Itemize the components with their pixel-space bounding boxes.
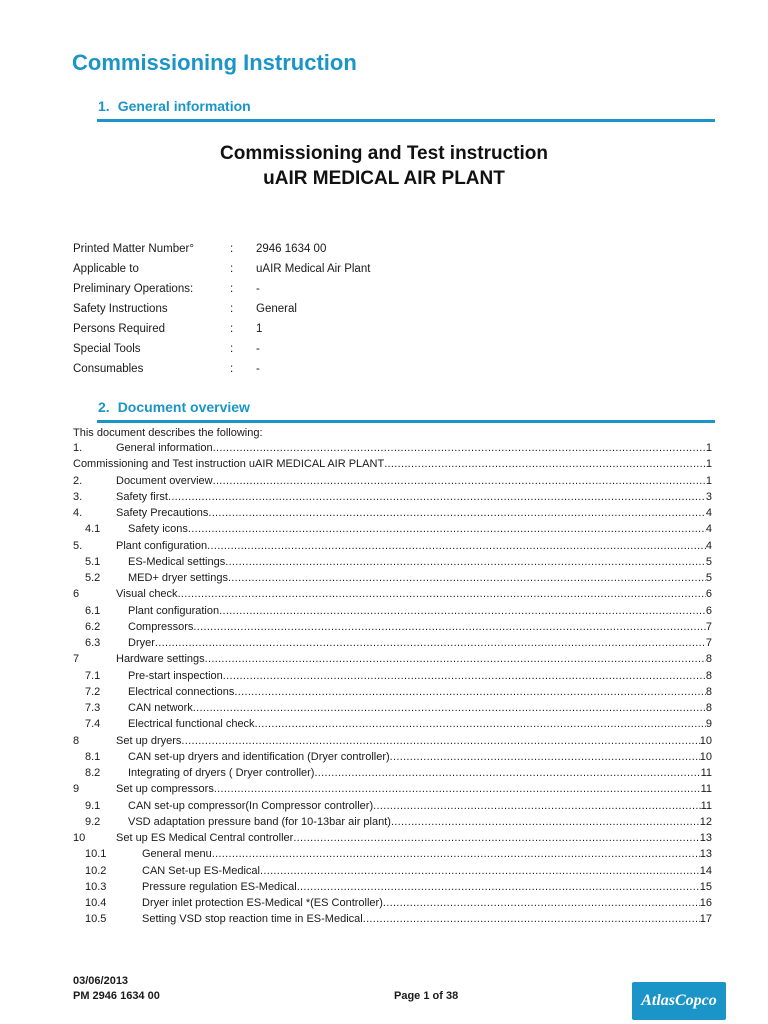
toc-number: 10.4 xyxy=(85,897,107,909)
toc-dot-leader xyxy=(188,521,706,537)
toc-page-number: 8 xyxy=(705,702,712,714)
toc-page-number: 5 xyxy=(705,555,712,568)
info-separator: : xyxy=(230,303,234,315)
toc-dot-leader xyxy=(213,473,706,489)
info-label: Applicable to xyxy=(73,263,139,275)
main-title-line-2: uAIR MEDICAL AIR PLANT xyxy=(263,168,505,189)
toc-dot-leader xyxy=(391,814,700,830)
toc-dot-leader xyxy=(363,911,700,927)
toc-page-number: 6 xyxy=(705,604,712,617)
overview-intro: This document describes the following: xyxy=(73,427,263,439)
info-separator: : xyxy=(230,263,234,275)
toc-entry[interactable] xyxy=(73,603,712,619)
toc-dot-leader xyxy=(213,440,706,456)
toc-number: 6.2 xyxy=(85,620,101,633)
toc-title: CAN set-up compressor(In Compressor controller) xyxy=(128,799,374,812)
toc-entry[interactable] xyxy=(73,473,712,489)
toc-title: Set up ES Medical Central controller xyxy=(116,832,294,844)
toc-number: 7.1 xyxy=(85,669,101,682)
toc-dot-leader xyxy=(293,830,699,846)
toc-number: 6.3 xyxy=(85,637,101,649)
info-value: General xyxy=(256,303,297,315)
toc-title: Integrating of dryers ( Dryer controller) xyxy=(128,767,315,779)
toc-title: ES-Medical settings xyxy=(128,555,226,568)
toc-entry[interactable] xyxy=(73,846,712,862)
toc-page-number: 13 xyxy=(699,832,712,844)
toc-page-number: 4 xyxy=(705,539,712,552)
toc-page-number: 8 xyxy=(705,653,712,666)
info-separator: : xyxy=(230,283,234,295)
info-label: Consumables xyxy=(73,363,144,375)
toc-entry[interactable] xyxy=(73,586,712,602)
section-heading-general-information xyxy=(98,98,251,114)
toc-dot-leader xyxy=(228,570,706,586)
toc-dot-leader xyxy=(205,651,706,667)
toc-page-number: 11 xyxy=(700,767,712,779)
toc-page-number: 10 xyxy=(699,750,712,763)
info-label: Printed Matter Number° xyxy=(73,243,194,255)
toc-number: 9 xyxy=(73,783,80,796)
section-number: 1. xyxy=(98,98,110,114)
toc-number: 9.2 xyxy=(85,815,101,828)
info-value: - xyxy=(256,363,260,375)
section-title: General information xyxy=(117,98,251,114)
toc-entry[interactable] xyxy=(73,570,712,586)
toc-dot-leader xyxy=(155,635,706,651)
toc-dot-leader xyxy=(178,586,706,602)
toc-entry[interactable] xyxy=(73,716,712,732)
toc-entry[interactable] xyxy=(73,538,712,554)
toc-title: General menu xyxy=(142,848,212,861)
toc-page-number: 7 xyxy=(705,637,712,649)
toc-entry[interactable] xyxy=(73,668,712,684)
toc-title: Set up dryers xyxy=(116,734,182,747)
toc-entry[interactable] xyxy=(73,505,712,521)
section-divider xyxy=(97,119,715,122)
toc-title: CAN Set-up ES-Medical xyxy=(142,864,260,877)
toc-title: VSD adaptation pressure band (for 10-13bar air plant) xyxy=(128,815,391,828)
toc-page-number: 4 xyxy=(705,507,712,519)
toc-number: 6.1 xyxy=(85,604,101,617)
toc-page-number: 3 xyxy=(705,490,712,503)
toc-dot-leader xyxy=(181,733,699,749)
main-title-line-1: Commissioning and Test instruction xyxy=(220,143,548,164)
toc-dot-leader xyxy=(225,554,706,570)
main-title xyxy=(0,141,768,191)
toc-title: Plant configuration xyxy=(116,539,208,552)
toc-title: Commissioning and Test instruction uAIR MEDICAL AIR PLANT xyxy=(73,458,385,471)
toc-number: 6 xyxy=(73,588,80,601)
toc-entry[interactable] xyxy=(73,911,712,927)
info-label: Persons Required xyxy=(73,323,166,335)
toc-title: Pressure regulation ES-Medical xyxy=(142,880,297,893)
toc-dot-leader xyxy=(212,846,700,862)
toc-number: 5. xyxy=(73,539,83,552)
footer-pm-number: PM 2946 1634 00 xyxy=(73,990,160,1002)
info-label: Special Tools xyxy=(73,343,141,355)
toc-page-number: 9 xyxy=(705,718,712,731)
toc-page-number: 5 xyxy=(705,572,712,584)
toc-number: 7.4 xyxy=(85,718,101,731)
toc-entry[interactable] xyxy=(73,830,712,846)
toc-number: 8.1 xyxy=(85,750,101,763)
toc-entry[interactable] xyxy=(73,879,712,895)
toc-number: 5.2 xyxy=(85,572,101,584)
toc-title: Compressors xyxy=(128,620,194,633)
toc-dot-leader xyxy=(260,863,700,879)
toc-entry[interactable] xyxy=(73,440,712,456)
toc-dot-leader xyxy=(168,489,706,505)
toc-dot-leader xyxy=(255,716,706,732)
toc-title: Pre-start inspection xyxy=(128,669,223,682)
toc-dot-leader xyxy=(193,619,705,635)
footer-date: 03/06/2013 xyxy=(73,975,129,987)
toc-number: 4.1 xyxy=(85,523,101,536)
toc-page-number: 14 xyxy=(699,864,712,877)
section-number: 2. xyxy=(98,399,110,415)
toc-number: 5.1 xyxy=(85,555,101,568)
info-separator: : xyxy=(230,363,234,375)
toc-dot-leader xyxy=(234,684,705,700)
toc-entry[interactable] xyxy=(73,489,712,505)
toc-dot-leader xyxy=(390,749,700,765)
toc-entry[interactable] xyxy=(73,863,712,879)
info-value: 2946 1634 00 xyxy=(256,243,327,255)
toc-page-number: 17 xyxy=(699,913,712,926)
toc-page-number: 4 xyxy=(705,523,712,536)
toc-title: Safety Precautions xyxy=(116,507,209,519)
toc-title: Electrical connections xyxy=(128,685,235,698)
footer-page-number: Page 1 of 38 xyxy=(394,990,459,1002)
toc-number: 1. xyxy=(73,442,83,454)
toc-entry[interactable] xyxy=(73,635,712,651)
toc-entry[interactable] xyxy=(73,733,712,749)
toc-title: Setting VSD stop reaction time in ES-Medical xyxy=(142,913,363,926)
toc-title: Safety icons xyxy=(128,523,188,536)
toc-number: 3. xyxy=(73,490,83,503)
toc-entry[interactable] xyxy=(73,619,712,635)
toc-dot-leader xyxy=(193,700,706,716)
atlas-copco-logo: AtlasCopco xyxy=(632,982,726,1020)
toc-entry[interactable] xyxy=(73,798,712,814)
info-separator: : xyxy=(230,323,234,335)
toc-title: Plant configuration xyxy=(128,604,220,617)
toc-title: Hardware settings xyxy=(116,653,205,666)
toc-title: Dryer xyxy=(128,637,155,649)
toc-page-number: 1 xyxy=(705,442,712,454)
document-title: Commissioning Instruction xyxy=(72,50,357,75)
toc-number: 10 xyxy=(73,832,86,844)
toc-entry[interactable] xyxy=(73,554,712,570)
toc-number: 2. xyxy=(73,474,83,487)
toc-title: Document overview xyxy=(116,474,213,487)
toc-number: 7.2 xyxy=(85,685,101,698)
toc-number: 9.1 xyxy=(85,799,101,812)
toc-dot-leader xyxy=(207,538,706,554)
toc-dot-leader xyxy=(373,798,700,814)
toc-number: 10.1 xyxy=(85,848,107,861)
info-value: 1 xyxy=(256,323,263,335)
toc-page-number: 16 xyxy=(699,897,712,909)
toc-number: 8.2 xyxy=(85,767,101,779)
toc-entry[interactable] xyxy=(73,814,712,830)
section-title: Document overview xyxy=(117,399,250,415)
toc-dot-leader xyxy=(383,895,700,911)
toc-entry[interactable] xyxy=(73,895,712,911)
toc-dot-leader xyxy=(384,456,706,472)
toc-dot-leader xyxy=(297,879,700,895)
toc-title: Electrical functional check xyxy=(128,718,255,731)
toc-dot-leader xyxy=(219,603,706,619)
toc-page-number: 12 xyxy=(699,815,712,828)
toc-title: CAN network xyxy=(128,702,193,714)
toc-page-number: 7 xyxy=(705,620,712,633)
info-label: Preliminary Operations: xyxy=(73,283,194,295)
toc-title: CAN set-up dryers and identification (Dryer controller) xyxy=(128,750,390,763)
toc-title: Visual check xyxy=(116,588,178,601)
toc-page-number: 8 xyxy=(705,669,712,682)
toc-dot-leader xyxy=(214,781,701,797)
toc-dot-leader xyxy=(223,668,706,684)
toc-dot-leader xyxy=(208,505,706,521)
info-separator: : xyxy=(230,243,234,255)
toc-entry[interactable] xyxy=(73,651,712,667)
section-heading-document-overview xyxy=(98,399,250,415)
info-value: uAIR Medical Air Plant xyxy=(256,263,371,275)
toc-number: 7 xyxy=(73,653,80,666)
toc-title: Set up compressors xyxy=(116,783,214,796)
info-label: Safety Instructions xyxy=(73,303,168,315)
toc-page-number: 11 xyxy=(700,799,712,812)
toc-page-number: 6 xyxy=(705,588,712,601)
toc-page-number: 10 xyxy=(699,734,712,747)
toc-number: 4. xyxy=(73,507,83,519)
toc-page-number: 8 xyxy=(705,685,712,698)
toc-entry[interactable] xyxy=(73,749,712,765)
info-separator: : xyxy=(230,343,234,355)
toc-title: MED+ dryer settings xyxy=(128,572,228,584)
toc-page-number: 13 xyxy=(699,848,712,861)
info-value: - xyxy=(256,283,260,295)
toc-dot-leader xyxy=(314,765,700,781)
toc-title: Dryer inlet protection ES-Medical *(ES Controller) xyxy=(142,897,383,909)
toc-page-number: 1 xyxy=(705,474,712,487)
info-value: - xyxy=(256,343,260,355)
toc-page-number: 11 xyxy=(700,783,712,796)
toc-entry[interactable] xyxy=(73,684,712,700)
toc-entry[interactable] xyxy=(73,700,712,716)
table-of-contents xyxy=(73,440,712,928)
toc-number: 7.3 xyxy=(85,702,101,714)
toc-entry[interactable] xyxy=(73,781,712,797)
toc-number: 10.2 xyxy=(85,864,107,877)
toc-number: 10.3 xyxy=(85,880,107,893)
toc-title: General information xyxy=(116,442,213,454)
toc-entry[interactable] xyxy=(73,521,712,537)
toc-page-number: 15 xyxy=(699,880,712,893)
toc-number: 8 xyxy=(73,734,80,747)
toc-entry[interactable] xyxy=(73,765,712,781)
toc-entry[interactable] xyxy=(73,456,712,472)
toc-page-number: 1 xyxy=(705,458,712,471)
section-divider xyxy=(97,420,715,423)
toc-number: 10.5 xyxy=(85,913,107,926)
toc-title: Safety first xyxy=(116,490,168,503)
